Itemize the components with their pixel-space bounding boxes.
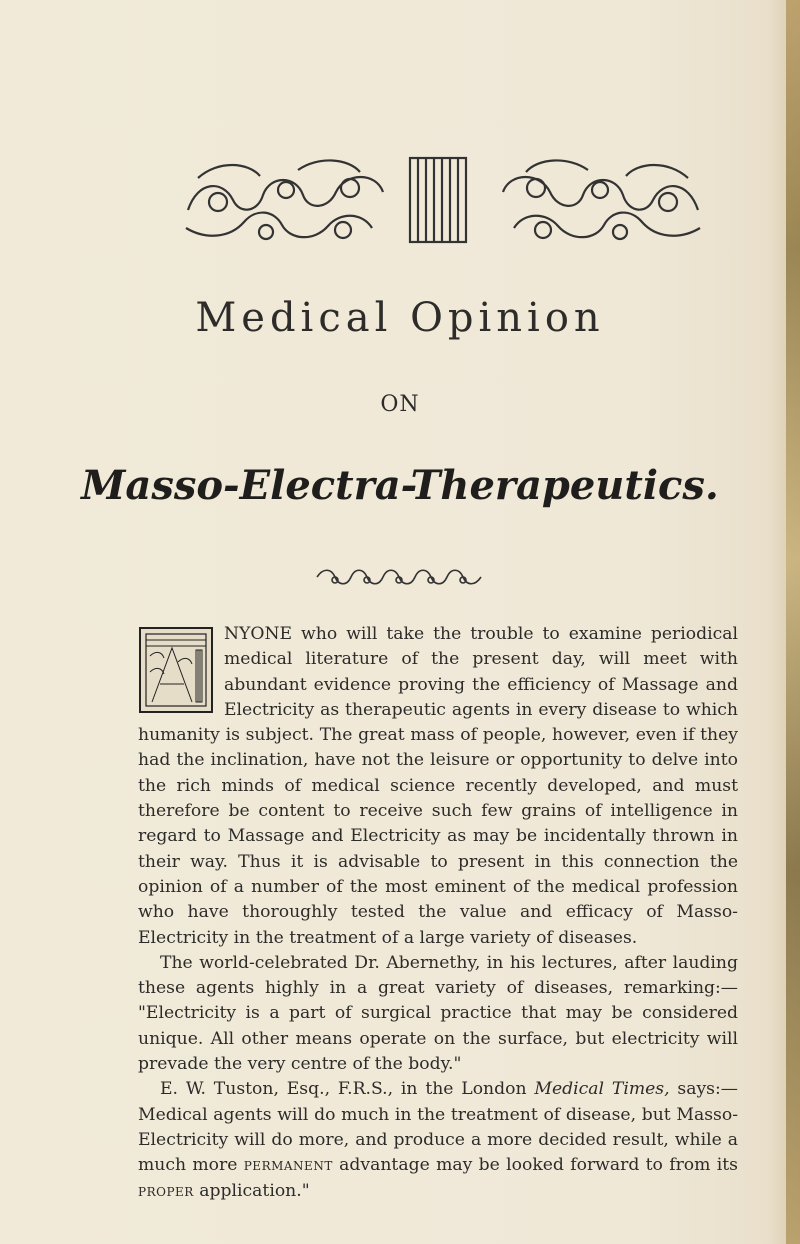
- divider-ornament: [315, 566, 483, 588]
- journal-name: Medical Times,: [534, 1079, 670, 1100]
- paragraph-abernethy: The world-celebrated Dr. Abernethy, in his lectures, after lauding these agents highly in a great variety of diseases, remarking:— "Electricity is a part of surgical practice that may be considered unique. All other means operate on the surface, but electricity will prevade the very centre of the body.": [138, 952, 738, 1075]
- emphasis-permanent: permanent: [243, 1155, 333, 1176]
- page-title: Medical Opinion: [195, 295, 605, 341]
- subject-title: Masso-Electra-Therapeutics.: [81, 462, 719, 509]
- paragraph-tuston: [138, 1077, 738, 1203]
- tuston-text-b: says:— Medical agents will do much in the treatment of disease, but Masso-Electricity will do more, and produce a more decided result, while a much more: [138, 1079, 738, 1176]
- title-connector: ON: [380, 392, 420, 417]
- header-ornament: [178, 150, 708, 250]
- tuston-text-a: E. W. Tuston, Esq., F.R.S., in the London: [160, 1079, 535, 1100]
- page-edge: [786, 0, 800, 1244]
- drop-cap-ornament: [138, 622, 220, 718]
- paragraph-intro: NYONE who will take the trouble to examine periodical medical literature of the present day, will meet with abundant evidence proving the efficiency of Massage and Electricity as therapeutic agents in every disease to which humanity is subject. The great mass of people, however, even if they had the inclination, have not the leisure or opportunity to delve into the rich minds of medical science recently developed, and must therefore be content to receive such few grains of intelligence in regard to Massage and Electricity as may be incidentally thrown in their way. Thus it is advisable to present in this connection the opinion of a number of the most eminent of the medical profession who have thoroughly tested the value and efficacy of Masso-Electricity in the treatment of a large variety of diseases.: [138, 624, 738, 948]
- tuston-text-c: advantage may be looked forward to from its: [332, 1155, 738, 1176]
- tuston-text-d: application.": [193, 1180, 310, 1201]
- emphasis-proper: proper: [138, 1180, 194, 1201]
- article-body: [138, 622, 738, 1204]
